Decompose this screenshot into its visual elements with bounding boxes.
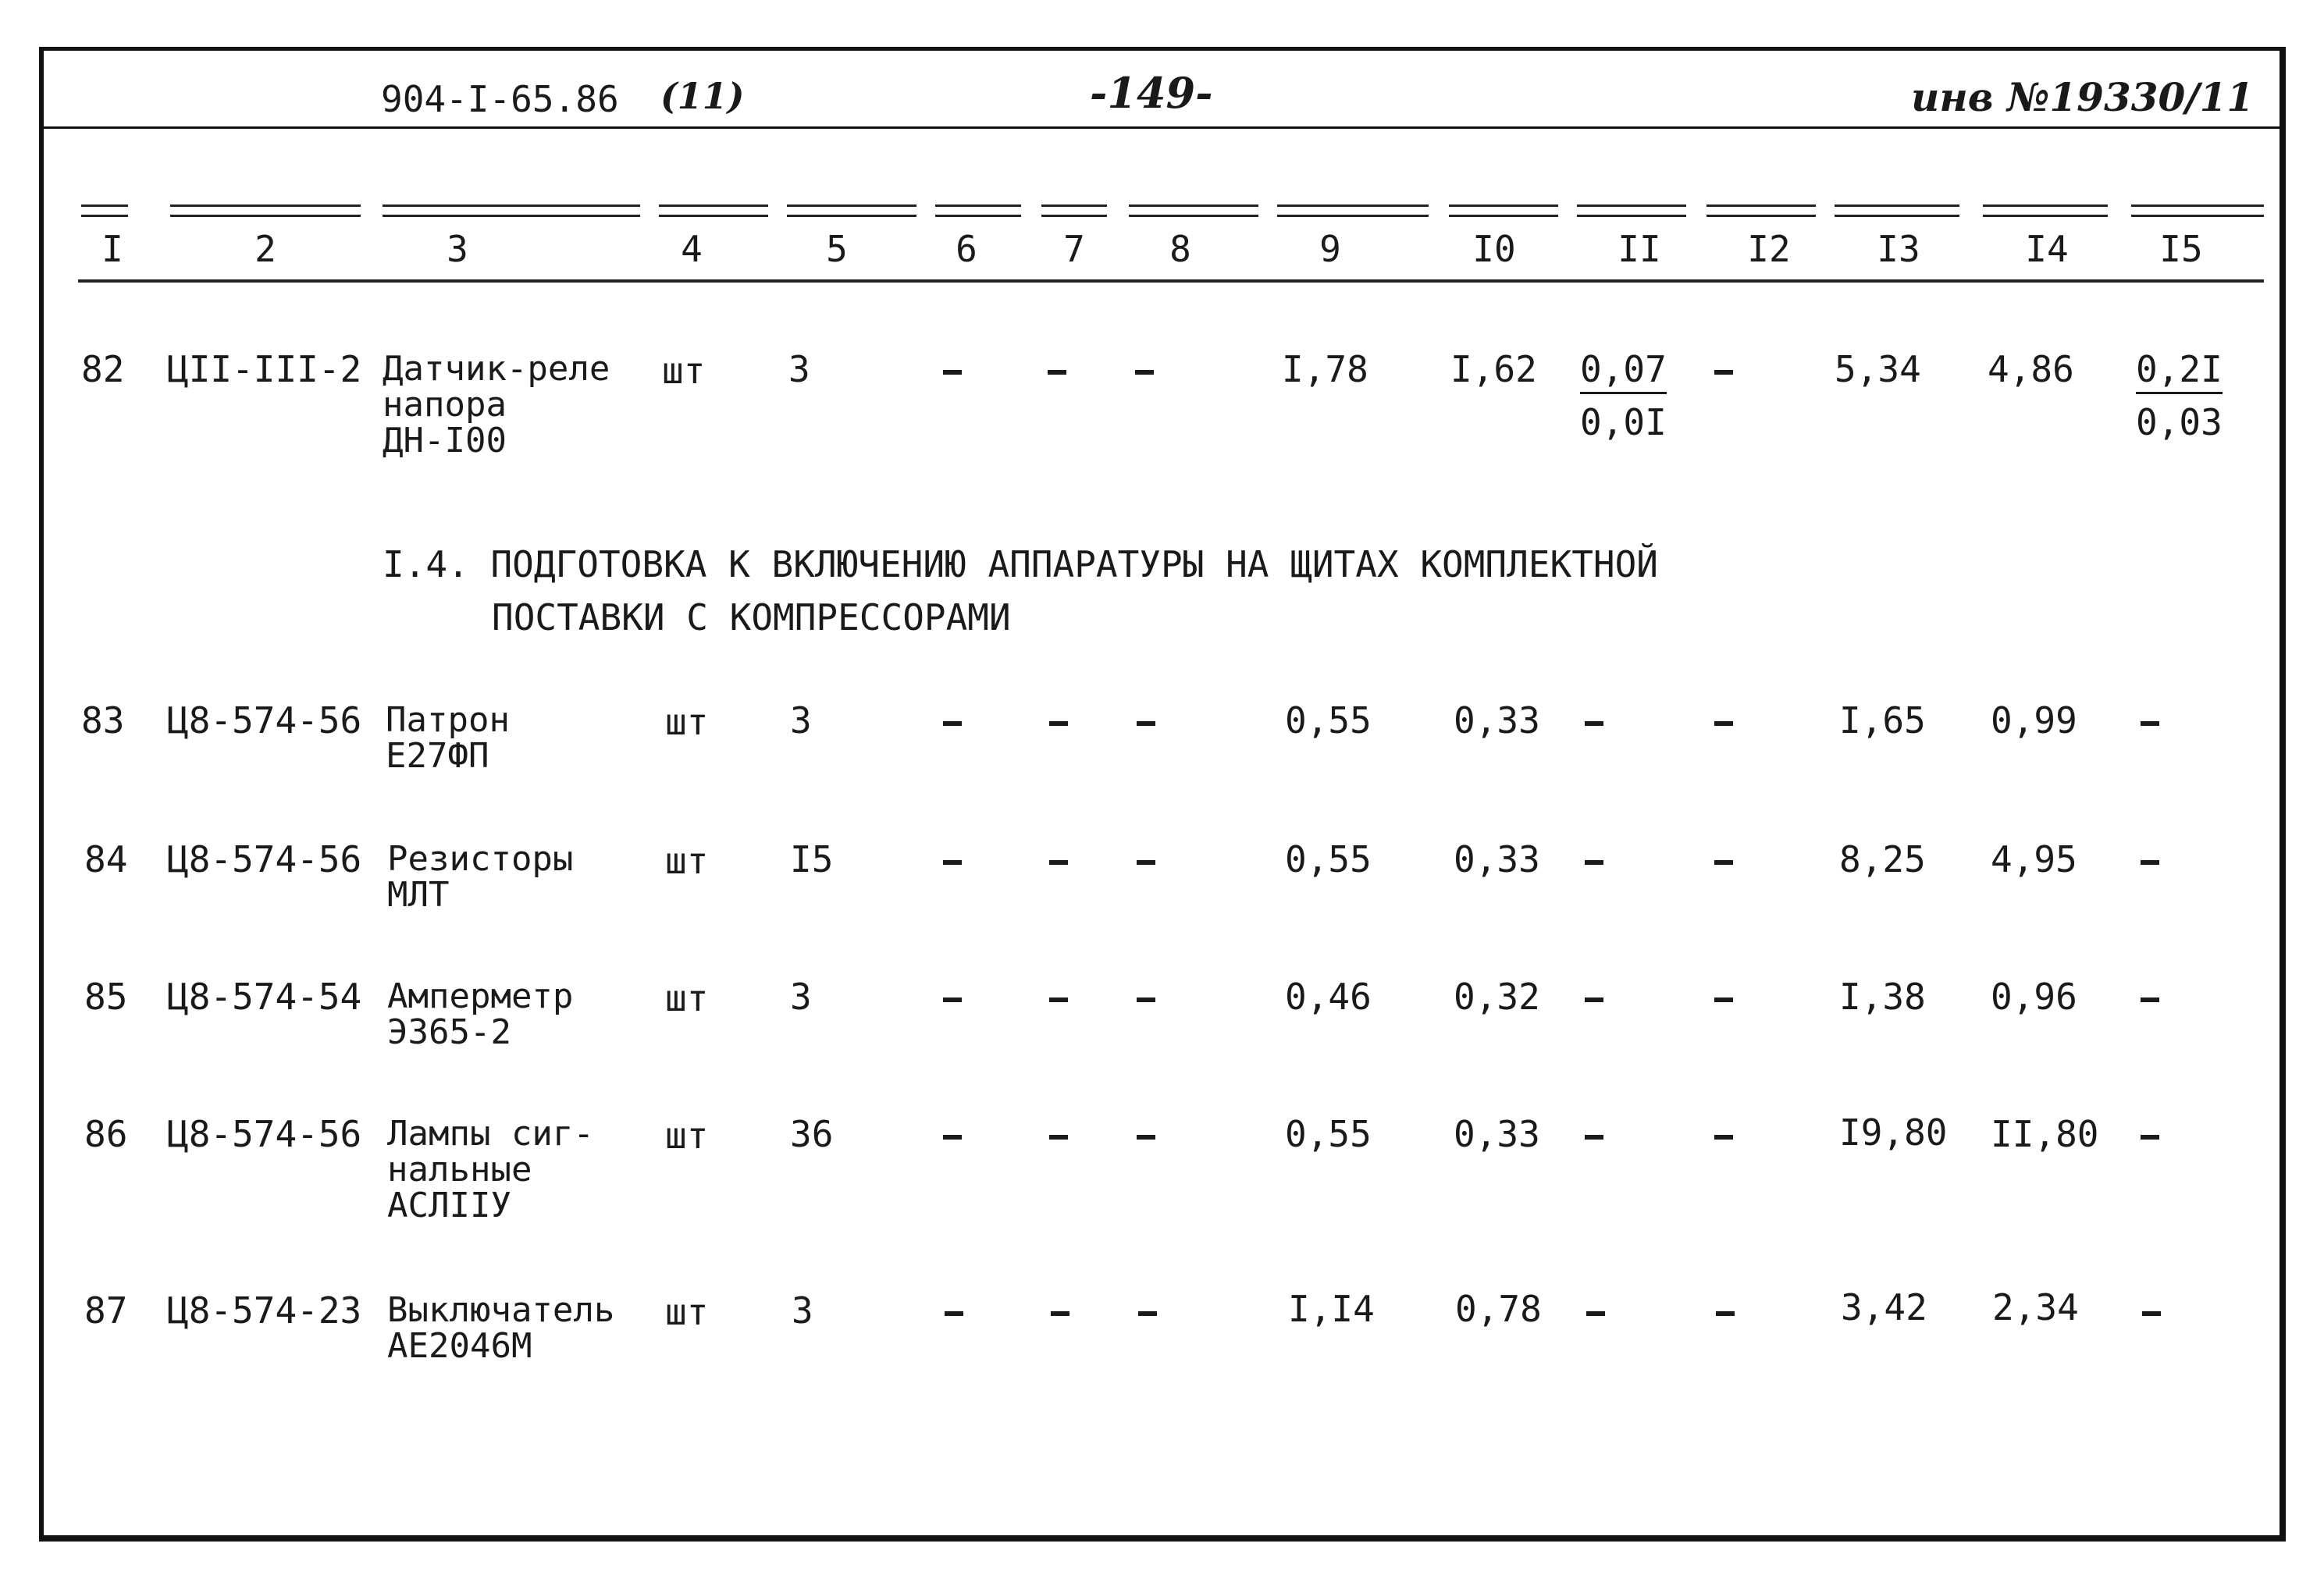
row-c14: II,80 <box>1991 1113 2099 1155</box>
row-code: Ц8-574-56 <box>167 699 362 741</box>
row-c8 <box>1137 997 1155 1002</box>
header-underline <box>78 279 2264 283</box>
section-heading: I.4. ПОДГОТОВКА К ВКЛЮЧЕНИЮ АППАРАТУРЫ НА ЩИТАХ КОМПЛЕКТНОЙ <box>383 543 1658 585</box>
row-number: 84 <box>84 838 128 880</box>
row-c8 <box>1137 721 1155 726</box>
row-c11 <box>1585 997 1603 1002</box>
row-c10: 0,33 <box>1454 1113 1540 1155</box>
column-header: I4 <box>2025 228 2069 270</box>
row-c10: 0,33 <box>1454 838 1540 880</box>
row-name: Датчик-реле напора ДН-I00 <box>383 349 610 461</box>
row-c9: 0,46 <box>1285 976 1372 1018</box>
row-unit: шт <box>665 1291 709 1333</box>
row-c9: 0,55 <box>1285 838 1372 880</box>
row-c6 <box>943 370 962 375</box>
row-c6 <box>943 997 962 1002</box>
row-c11 <box>1585 1135 1603 1140</box>
row-c15 <box>2141 997 2159 1002</box>
row-c13: 5,34 <box>1835 348 1921 390</box>
row-c9: 0,55 <box>1285 699 1372 741</box>
row-c6 <box>943 721 962 726</box>
row-c7 <box>1049 721 1068 726</box>
row-name: Патрон Е27ФП <box>386 700 510 776</box>
column-header: 3 <box>447 228 468 270</box>
row-c14: 0,99 <box>1991 699 2077 741</box>
row-code: Ц8-574-56 <box>167 838 362 880</box>
column-header: I2 <box>1747 228 1791 270</box>
row-unit: шт <box>665 840 709 882</box>
column-header: I3 <box>1877 228 1920 270</box>
row-c11b: 0,0I <box>1580 401 1667 443</box>
row-c14: 4,86 <box>1988 348 2074 390</box>
page-frame <box>39 47 2286 1542</box>
row-c12 <box>1716 1311 1735 1316</box>
row-qty: 3 <box>790 976 812 1018</box>
row-c6 <box>945 1311 963 1316</box>
row-c15b: 0,03 <box>2136 401 2223 443</box>
column-header: I0 <box>1472 228 1516 270</box>
row-name: Резисторы МЛТ <box>387 839 574 915</box>
row-c6 <box>943 1135 962 1140</box>
row-number: 86 <box>84 1113 128 1155</box>
row-number: 83 <box>81 699 125 741</box>
row-c7 <box>1048 370 1066 375</box>
header-rule <box>1129 204 1258 217</box>
header-rule <box>1983 204 2108 217</box>
row-c7 <box>1051 1311 1069 1316</box>
row-c12 <box>1714 997 1733 1002</box>
column-header: I5 <box>2159 228 2203 270</box>
row-code: Ц8-574-23 <box>167 1289 362 1332</box>
row-qty: 3 <box>790 699 812 741</box>
row-c10: I,62 <box>1450 348 1537 390</box>
row-number: 82 <box>81 348 125 390</box>
header-rule <box>2131 204 2264 217</box>
column-header: 4 <box>681 228 703 270</box>
row-c8 <box>1137 860 1155 865</box>
row-c9: 0,55 <box>1285 1113 1372 1155</box>
row-number: 87 <box>84 1289 128 1332</box>
header-rule <box>935 204 1021 217</box>
row-c11: 0,07 <box>1580 351 1667 387</box>
header-rule <box>383 204 640 217</box>
column-header: I <box>101 228 123 270</box>
row-c8 <box>1138 1311 1157 1316</box>
row-c13: I,65 <box>1839 699 1926 741</box>
row-c6 <box>943 860 962 865</box>
row-code: ЦII-III-2 <box>167 348 362 390</box>
row-c10: 0,78 <box>1455 1288 1542 1330</box>
column-header: 9 <box>1319 228 1341 270</box>
row-c9: I,78 <box>1282 348 1368 390</box>
header-divider <box>44 126 2281 129</box>
row-qty: I5 <box>790 838 834 880</box>
row-qty: 3 <box>792 1289 813 1332</box>
row-c13: 3,42 <box>1841 1286 1927 1328</box>
row-c11 <box>1585 860 1603 865</box>
row-c13: I9,80 <box>1839 1111 1948 1154</box>
column-header: 6 <box>956 228 977 270</box>
row-qty: 36 <box>790 1113 834 1155</box>
row-unit: шт <box>665 977 709 1019</box>
inventory-number: инв №19330/11 <box>1911 74 2255 120</box>
row-c9: I,I4 <box>1288 1288 1375 1330</box>
row-c13: I,38 <box>1839 976 1926 1018</box>
row-c11 <box>1586 1311 1605 1316</box>
column-header: 2 <box>254 228 276 270</box>
row-c12 <box>1714 860 1733 865</box>
row-c12 <box>1714 370 1733 375</box>
header-rule <box>1041 204 1107 217</box>
row-c10: 0,32 <box>1454 976 1540 1018</box>
row-c13: 8,25 <box>1839 838 1926 880</box>
row-code: Ц8-574-56 <box>167 1113 362 1155</box>
page-number: -149- <box>1090 68 1213 118</box>
section-heading-cont: ПОСТАВКИ С КОМПРЕССОРАМИ <box>492 596 1011 638</box>
header-rule <box>1577 204 1686 217</box>
header-rule <box>1449 204 1558 217</box>
doc-code: 904-I-65.86 <box>381 78 619 120</box>
row-c15: 0,2I <box>2136 351 2223 387</box>
row-c12 <box>1714 721 1733 726</box>
sheet-mark: (11) <box>660 75 745 117</box>
row-c12 <box>1714 1135 1733 1140</box>
row-unit: шт <box>665 701 709 743</box>
column-header: 8 <box>1169 228 1191 270</box>
row-c7 <box>1049 860 1068 865</box>
header-rule <box>659 204 768 217</box>
row-c15 <box>2141 1135 2159 1140</box>
header-rule <box>1835 204 1959 217</box>
header-rule <box>1277 204 1429 217</box>
column-header: 5 <box>826 228 848 270</box>
row-unit: шт <box>665 1115 709 1157</box>
row-name: Выключатель АЕ2046М <box>387 1290 615 1366</box>
row-qty: 3 <box>788 348 810 390</box>
row-c15 <box>2142 1311 2161 1316</box>
row-c14: 0,96 <box>1991 976 2077 1018</box>
row-c8 <box>1137 1135 1155 1140</box>
row-number: 85 <box>84 976 128 1018</box>
row-c11 <box>1585 721 1603 726</box>
row-unit: шт <box>662 350 706 392</box>
row-code: Ц8-574-54 <box>167 976 362 1018</box>
column-header: II <box>1618 228 1661 270</box>
header-rule <box>787 204 916 217</box>
header-rule <box>1707 204 1816 217</box>
header-rule <box>170 204 361 217</box>
row-c14: 2,34 <box>1992 1286 2079 1328</box>
row-c15 <box>2141 721 2159 726</box>
row-c14: 4,95 <box>1991 838 2077 880</box>
row-c7 <box>1049 1135 1068 1140</box>
header-rule <box>81 204 128 217</box>
row-c8 <box>1135 370 1154 375</box>
row-name: Амперметр Э365-2 <box>387 976 574 1052</box>
row-c10: 0,33 <box>1454 699 1540 741</box>
row-c7 <box>1049 997 1068 1002</box>
row-c15 <box>2141 860 2159 865</box>
column-header: 7 <box>1063 228 1085 270</box>
row-name: Лампы сиг- нальные АСЛIIУ <box>387 1114 594 1225</box>
